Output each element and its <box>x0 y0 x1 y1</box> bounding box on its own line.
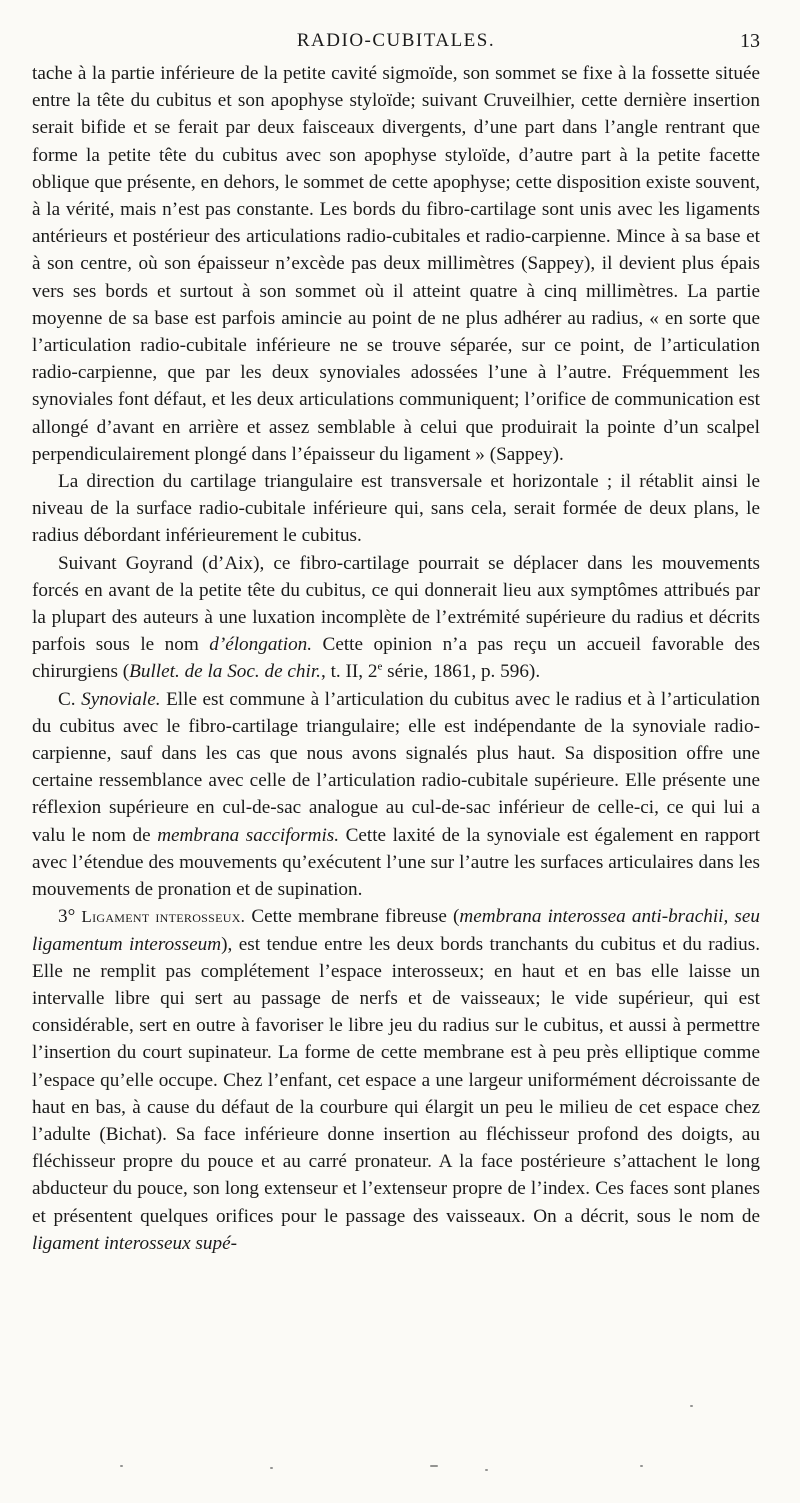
scan-speck <box>430 1465 438 1467</box>
page-body <box>32 60 760 1257</box>
paragraph-5 <box>32 903 760 1257</box>
paragraph-3 <box>32 550 760 686</box>
text-run: La direction du cartilage triangulaire est transversale et horizontale ; il rétablit ainsi le niveau de la surface radio-cubitale inférieure qui, sans cela, serait formée de deux plans, le radius débordant inférieurement le cubitus. <box>32 471 760 547</box>
running-title: RADIO-CUBITALES. <box>296 30 496 51</box>
page-number: 13 <box>740 30 760 52</box>
italic-term: membrana interossea anti-brachii, seu ligamentum interosseum <box>32 906 761 955</box>
paragraph-2 <box>32 468 760 550</box>
text-run: Cette laxité de la synoviale est également en rapport avec l’étendue des mouvements qu’exécutent l’une sur l’autre les surfaces articulaires dans les mouvements de pronation et de supination. <box>32 824 760 901</box>
scan-speck <box>690 1405 693 1407</box>
page-header <box>32 30 760 56</box>
italic-term: membrana sacciformis. <box>157 824 340 846</box>
text-run: Elle est commune à l’articulation du cubitus avec le radius et à l’articulation du cubitus avec le fibro-cartilage triangulaire; elle est indépendante de la synoviale radio-carpienne, sauf dans les cas que nous avons signalés plus haut. Sa disposition offre une certaine ressemblance avec celle de l’articulation radio-cubitale supérieure. Elle présente une réflexion supérieure en cul-de-sac analogue au cul-de-sac inférieur de celle-ci, ce qui lui a valu le nom de <box>32 688 760 846</box>
text-run: C. <box>58 688 82 710</box>
section-heading-smallcaps: Ligament interosseux. <box>81 907 246 927</box>
text-run: Cette membrane fibreuse ( <box>245 906 460 928</box>
superscript: e <box>377 661 383 674</box>
text-run: série, 1861, p. 596). <box>382 661 541 683</box>
italic-term: d’élongation. <box>209 634 313 656</box>
scan-specks <box>0 1395 800 1495</box>
paragraph-4 <box>32 686 760 904</box>
text-run: 3° <box>58 906 82 928</box>
citation-italic: Bullet. de la Soc. de chir. <box>129 661 321 683</box>
section-heading-italic: Synoviale. <box>81 688 161 710</box>
italic-term: ligament interosseux supé- <box>32 1232 237 1254</box>
text-run: , t. II, 2 <box>320 661 378 683</box>
scan-speck <box>485 1469 488 1471</box>
text-run: Cette opinion n’a pas reçu un accueil favorable des chirurgiens ( <box>32 634 760 683</box>
text-run: tache à la partie inférieure de la petite cavité sigmoïde, son sommet se fixe à la fossette située entre la tête du cubitus et son apophyse styloïde; suivant Cruveilhier, cette dernière insertion serait bifide et se ferait par deux faisceaux divergents, d’une part dans l’angle rentrant que forme la petite tête du cubitus avec son apophyse styloïde, d’autre part à la petite facette oblique que présente, en dehors, le sommet de cette apophyse; cette disposition existe souvent, à la vérité, mais n’est pas constante. Les bords du fibro-cartilage sont unis avec les ligaments antérieurs et postérieur des articulations radio-cubitales et radio-carpienne. Mince à sa base et à son centre, où son épaisseur n’excède pas deux millimètres (Sappey), il devient plus épais vers ses bords et surtout à son sommet où il atteint quatre à cinq millimètres. La partie moyenne de sa base est parfois amincie au point de ne plus adhérer au radius, « en sorte que l’articulation radio-cubitale inférieure ne se trouve séparée, sur ce point, de l’articulation radio-carpienne, que par les deux synoviales adossées l’une à l’autre. Fréquemment les synoviales font défaut, et les deux articulations communiquent; l’orifice de communication est allongé d’avant en arrière et assez semblable à celui que produirait la pointe d’un scalpel perpendiculairement plongé dans l’épaisseur du ligament » (Sappey). <box>32 63 760 465</box>
text-run: ), est tendue entre les deux bords tranchants du cubitus et du radius. Elle ne remplit pas complétement l’espace interosseux; en haut et en bas elle laisse un intervalle libre qui sert au passage de nerfs et de vaisseaux; le vide supérieur, qui est considérable, sert en outre à favoriser le libre jeu du radius sur le cubitus, et aussi à permettre l’insertion du court supinateur. La forme de cette membrane est à peu près elliptique comme l’espace qu’elle occupe. Chez l’enfant, cet espace a une largeur uniformément décroissante de haut en bas, à cause du défaut de la courbure qui élargit un peu le milieu de cet espace chez l’adulte (Bichat). Sa face inférieure donne insertion au fléchisseur profond des doigts, au fléchisseur propre du pouce et au carré pronateur. A la face postérieure s’attachent le long abducteur du pouce, son long extenseur et l’extenseur propre de l’index. Ces faces sont planes et présentent quelques orifices pour le passage des vaisseaux. On a décrit, sous le nom de <box>32 933 760 1227</box>
scan-speck <box>640 1465 643 1467</box>
paragraph-1 <box>32 60 760 468</box>
scan-speck <box>120 1465 123 1467</box>
text-run: Suivant Goyrand (d’Aix), ce fibro-cartilage pourrait se déplacer dans les mouvements forcés en avant de la petite tête du cubitus, ce qui donnerait lieu aux symptômes attribués par la plupart des auteurs à une luxation incomplète de l’extrémité supérieure du radius et décrits parfois sous le nom <box>32 552 760 656</box>
scan-speck <box>270 1467 273 1469</box>
